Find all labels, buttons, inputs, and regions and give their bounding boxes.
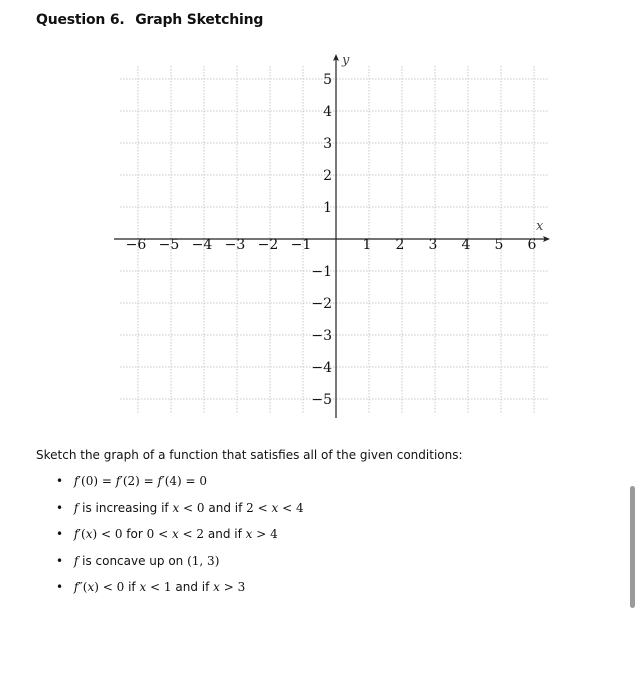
bullet: •	[56, 580, 64, 594]
instructions-text: Sketch the graph of a function that satisfies all of the given conditions:	[36, 448, 463, 462]
conditions-list	[56, 468, 304, 601]
x-tick-label: 1	[362, 237, 372, 253]
condition-3: • f′(x) < 0 for 0 < x < 2 and if x > 4	[56, 521, 304, 548]
x-tick-label: 6	[527, 237, 537, 253]
condition-4-math: f	[73, 553, 79, 568]
y-tick-labels	[311, 72, 332, 408]
y-tick-label: 4	[323, 104, 332, 120]
grid-lines	[120, 66, 548, 414]
axes	[114, 54, 550, 418]
bullet: •	[56, 553, 64, 568]
scrollbar[interactable]	[630, 486, 635, 608]
x-tick-label: 4	[461, 237, 471, 253]
x-tick-label: −6	[125, 237, 147, 253]
condition-5: • f″(x) < 0 if x < 1 and if x > 3	[56, 574, 304, 601]
y-tick-label: −1	[311, 264, 332, 280]
y-tick-label: −3	[311, 328, 332, 344]
y-tick-label: −5	[311, 392, 332, 408]
y-tick-label: 5	[323, 72, 332, 88]
y-tick-label: 1	[323, 200, 332, 216]
bullet: •	[56, 527, 64, 541]
x-tick-label: −5	[158, 237, 180, 253]
condition-2-math: f	[73, 500, 79, 515]
condition-1	[56, 468, 304, 495]
condition-5-math: f″(x) < 0	[73, 580, 125, 594]
x-axis-label: x	[536, 219, 544, 234]
y-tick-label: 3	[323, 136, 332, 152]
condition-2: • f is increasing if x < 0 and if 2 < x < 4	[56, 495, 304, 522]
x-tick-label: −4	[191, 237, 213, 253]
x-tick-label: −2	[257, 237, 279, 253]
y-tick-label: 2	[323, 168, 332, 184]
y-tick-label: −4	[311, 360, 332, 376]
bullet: •	[56, 474, 64, 488]
question-number: Question 6.	[36, 12, 125, 28]
x-tick-label: 2	[395, 237, 405, 253]
question-title: Graph Sketching	[135, 12, 264, 28]
y-axis-label: y	[342, 53, 350, 68]
condition-3-math: f′(x) < 0	[73, 527, 123, 541]
y-tick-label: −2	[311, 296, 332, 312]
condition-4: • f is concave up on (1, 3)	[56, 548, 304, 575]
x-tick-label: 5	[494, 237, 504, 253]
x-tick-label: −1	[290, 237, 312, 253]
x-tick-label: −3	[224, 237, 246, 253]
condition-1-math: f′(0) = f′(2) = f′(4) = 0	[73, 474, 208, 488]
x-tick-label: 3	[428, 237, 438, 253]
bullet: •	[56, 500, 64, 515]
